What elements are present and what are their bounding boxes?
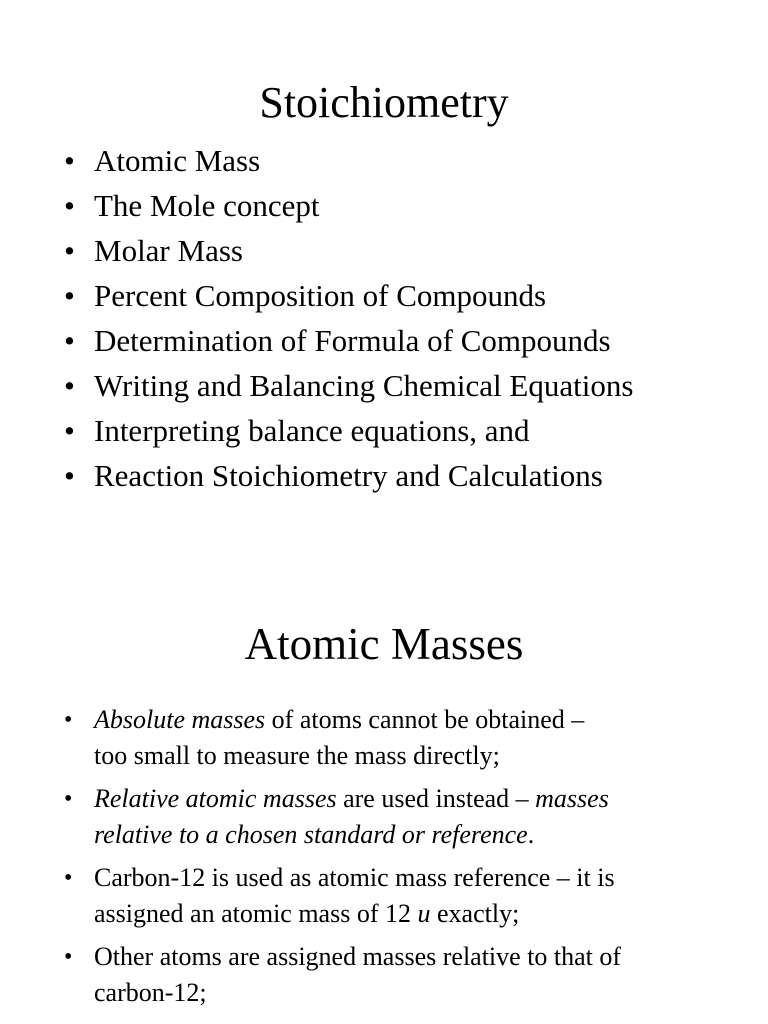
list-item-text: assigned an atomic mass of 12 (94, 899, 418, 928)
list-item (0, 233, 768, 278)
list-item (0, 368, 768, 413)
list-item (0, 781, 768, 853)
list-item (0, 702, 768, 774)
list-item-text: Reaction Stoichiometry and Calculations (94, 458, 603, 493)
slide-title: Atomic Masses (244, 619, 524, 669)
bullet-icon: • (64, 865, 73, 891)
bullet-icon: • (64, 944, 73, 970)
definition-list (0, 702, 768, 1018)
bullet-icon: • (64, 188, 75, 223)
list-item (0, 860, 768, 932)
list-item-text: are used instead – (336, 784, 536, 813)
bullet-icon: • (64, 323, 75, 358)
list-item-text: Atomic Mass (94, 143, 261, 178)
list-item (0, 278, 768, 323)
topic-list (0, 143, 768, 503)
list-item-line (94, 702, 728, 738)
bullet-icon: • (64, 233, 75, 268)
italic-term: Relative atomic masses (94, 784, 337, 813)
list-item-text: Percent Composition of Compounds (94, 278, 547, 313)
list-item (0, 939, 768, 1011)
slide-title: Stoichiometry (259, 78, 509, 127)
italic-term: masses (535, 784, 609, 813)
list-item (0, 413, 768, 458)
list-item-text: Interpreting balance equations, and (94, 413, 530, 448)
unit-symbol: u (417, 899, 431, 928)
list-item-text: Writing and Balancing Chemical Equations (94, 368, 634, 403)
list-item (0, 458, 768, 503)
italic-term: relative to a chosen standard or reference (94, 820, 528, 849)
bullet-icon: • (64, 368, 75, 403)
slide-atomic-masses (0, 560, 768, 1024)
list-item-text: Other atoms are assigned masses relative to that of (94, 942, 622, 971)
bullet-icon: • (64, 143, 75, 178)
list-item (0, 188, 768, 233)
list-item-line (94, 781, 728, 817)
list-item-line (94, 896, 728, 932)
italic-term: Absolute masses (94, 705, 266, 734)
list-item-text: of atoms cannot be obtained – (265, 705, 585, 734)
bullet-icon: • (64, 413, 75, 448)
list-item-text: too small to measure the mass directly; (94, 741, 500, 770)
list-item-line (94, 817, 728, 853)
list-item (0, 143, 768, 188)
list-item-text: carbon-12; (94, 978, 207, 1007)
list-item-text: Determination of Formula of Compounds (94, 323, 611, 358)
list-item-text: The Mole concept (94, 188, 320, 223)
bullet-icon: • (64, 707, 73, 733)
list-item (0, 323, 768, 368)
list-item-text: . (527, 820, 535, 849)
list-item-text: exactly; (430, 899, 520, 928)
list-item-text: Molar Mass (94, 233, 243, 268)
bullet-icon: • (64, 278, 75, 313)
bullet-icon: • (64, 786, 73, 812)
bullet-icon: • (64, 458, 75, 493)
list-item-text: Carbon-12 is used as atomic mass reference – it is (94, 863, 615, 892)
